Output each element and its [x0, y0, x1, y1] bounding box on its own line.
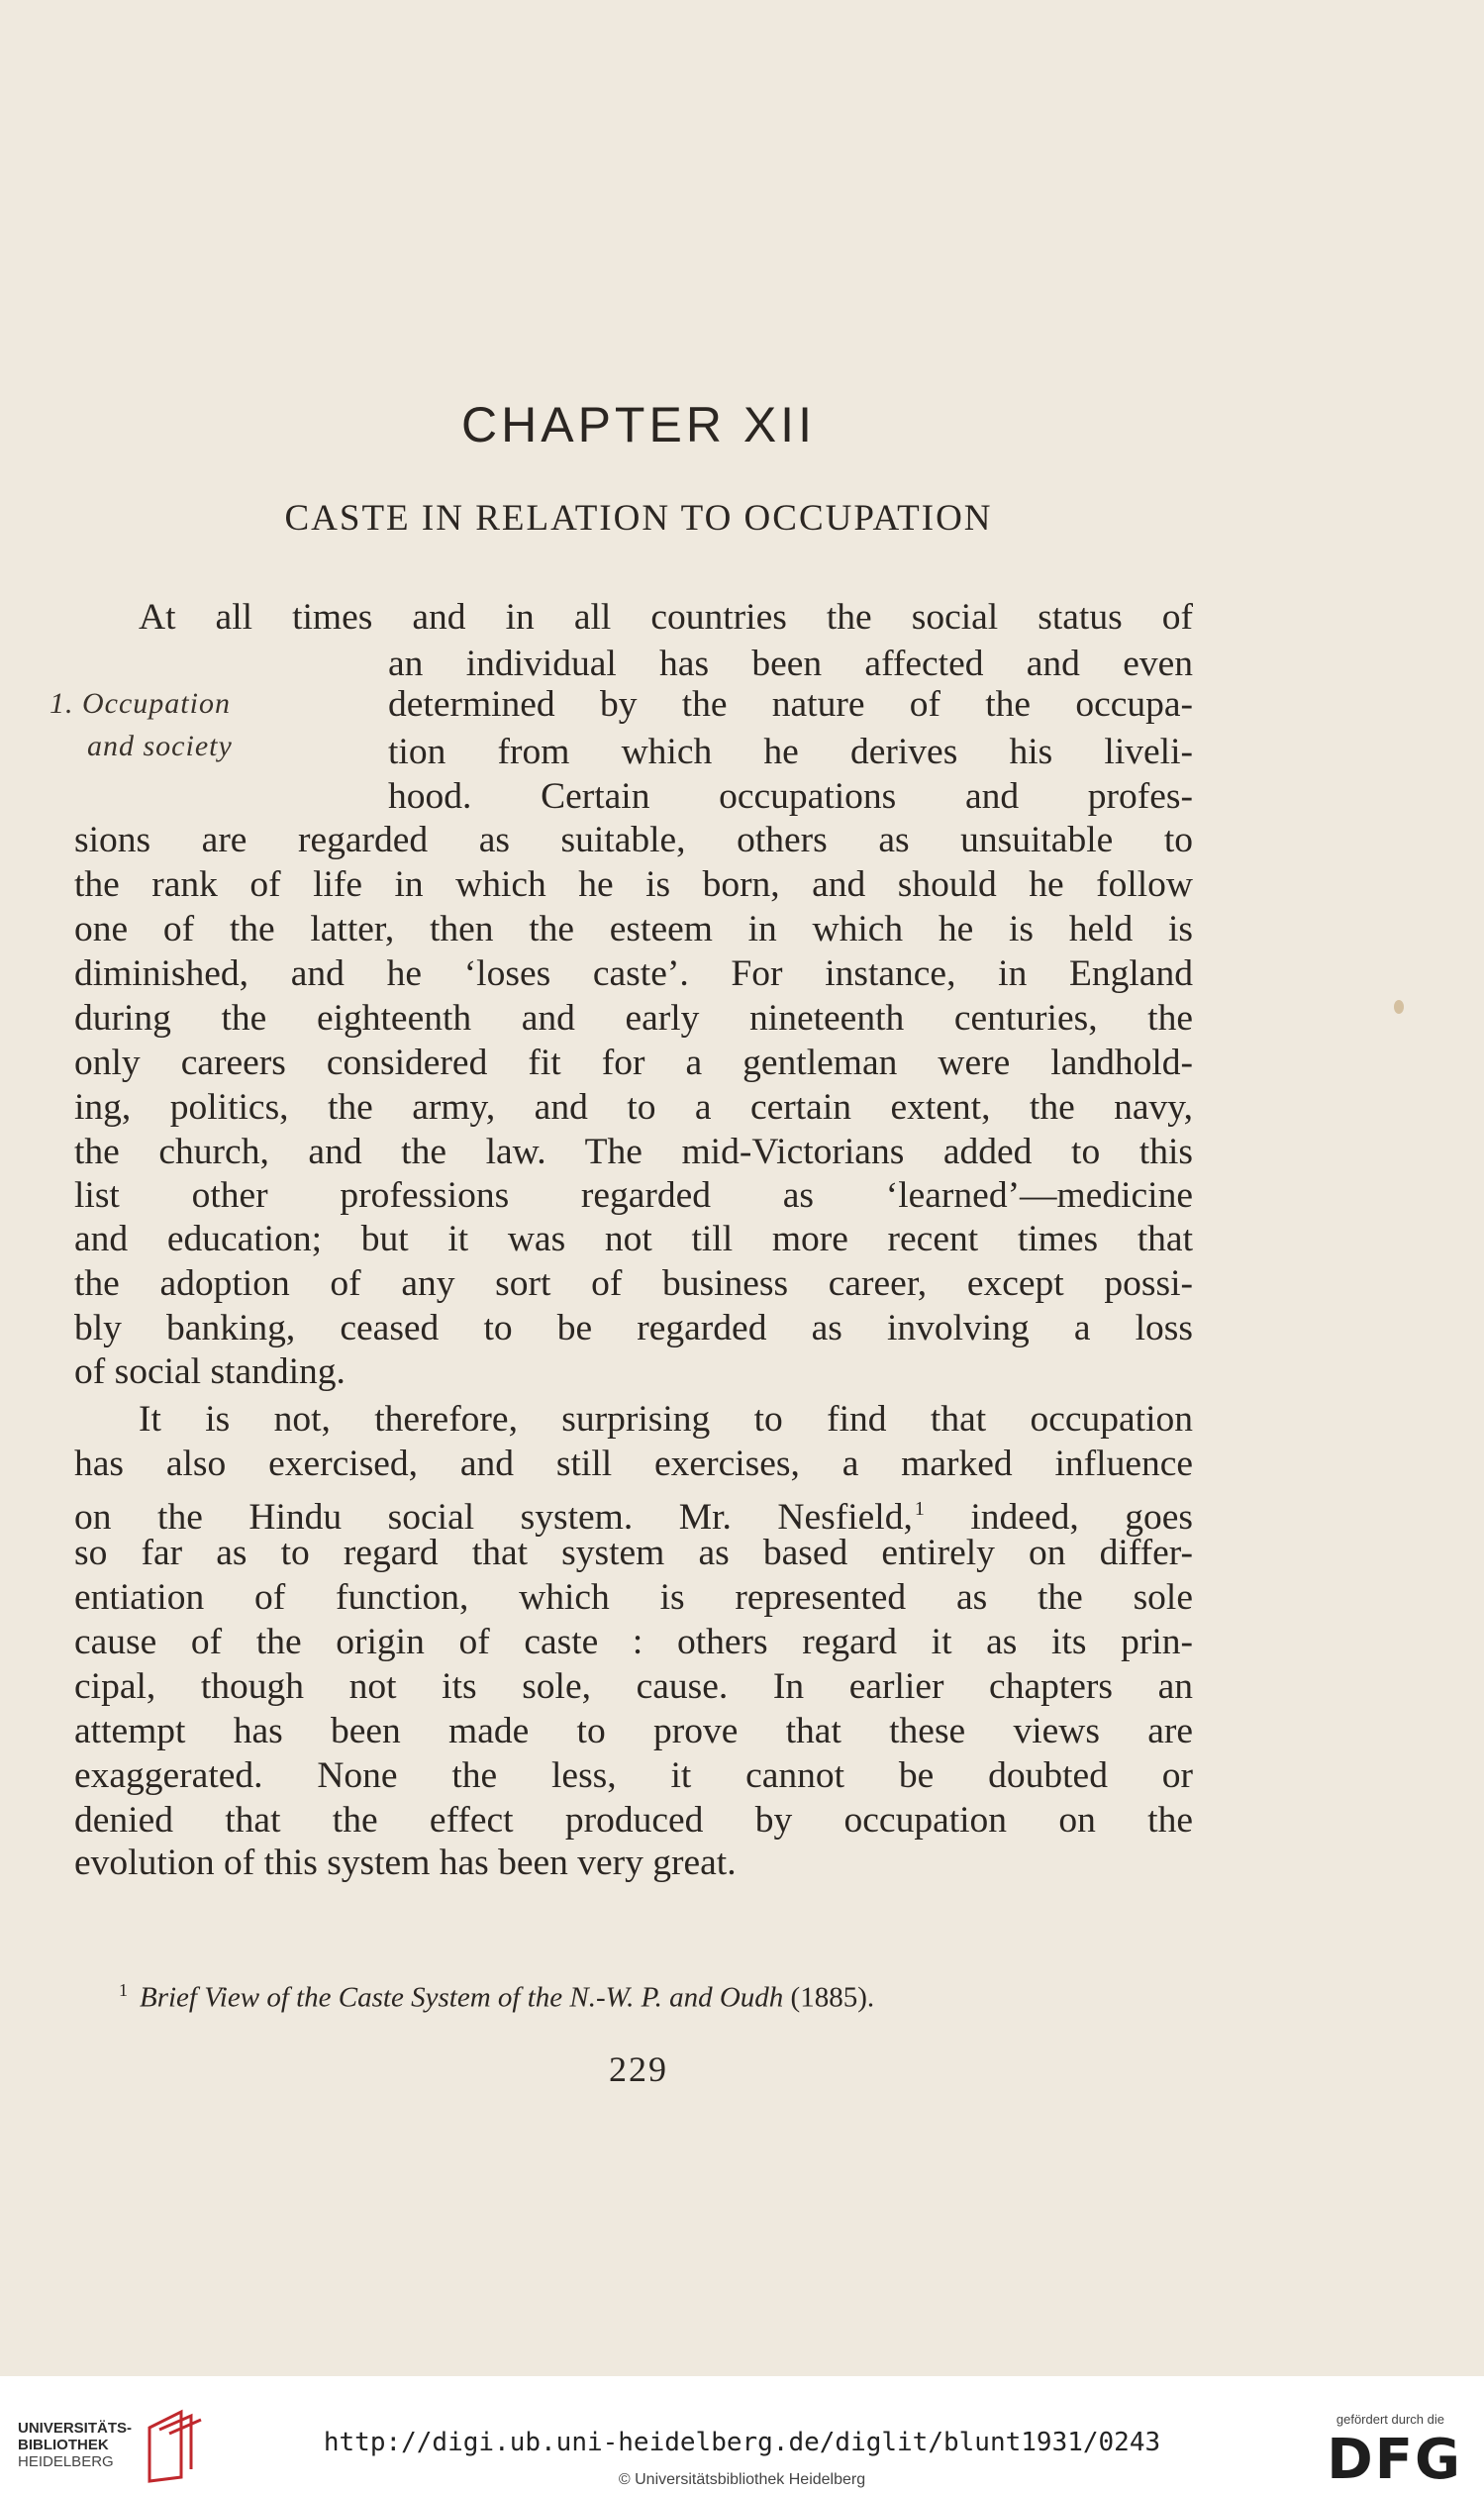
- body-line: an individual has been affected and even: [388, 644, 1193, 684]
- body-text: indeed, goes: [924, 1497, 1193, 1538]
- body-line: diminished, and he ‘loses caste’. For instance, in England: [74, 953, 1193, 994]
- body-text: on the Hindu social system. Mr. Nesfield,: [74, 1497, 913, 1538]
- chapter-subtitle: CASTE IN RELATION TO OCCUPATION: [284, 498, 993, 539]
- footnote: [119, 1980, 874, 2015]
- body-line: only careers considered fit for a gentleman were landhold-: [74, 1043, 1193, 1083]
- body-line: sions are regarded as suitable, others as unsuitable to: [74, 820, 1193, 860]
- dfg-logo: DFG: [1327, 2428, 1462, 2492]
- body-line: exaggerated. None the less, it cannot be doubted or: [74, 1755, 1193, 1796]
- body-line: cause of the origin of caste : others regard it as its prin-: [74, 1622, 1193, 1662]
- body-line: entiation of function, which is represented as the sole: [74, 1577, 1193, 1618]
- margin-note-line-1: 1. Occupation: [49, 687, 231, 720]
- body-line: ing, politics, the army, and to a certain extent, the navy,: [74, 1087, 1193, 1128]
- paper-stain: [1394, 1000, 1404, 1014]
- copyright-notice: © Universitätsbibliothek Heidelberg: [618, 2471, 866, 2488]
- library-name-line-3: HEIDELBERG: [18, 2453, 114, 2470]
- digitization-footer: [0, 2376, 1484, 2493]
- body-line: cipal, though not its sole, cause. In earlier chapters an: [74, 1666, 1193, 1707]
- footnote-year: (1885).: [790, 1981, 875, 2014]
- body-line: the rank of life in which he is born, and should he follow: [74, 864, 1193, 905]
- body-line: the adoption of any sort of business career, except possi-: [74, 1263, 1193, 1304]
- body-line: so far as to regard that system as based entirely on differ-: [74, 1533, 1193, 1573]
- footnote-reference: 1: [914, 1498, 925, 1520]
- body-line: bly banking, ceased to be regarded as involving a loss: [74, 1308, 1193, 1348]
- body-line: hood. Certain occupations and profes-: [388, 776, 1193, 817]
- body-line: evolution of this system has been very great.: [74, 1843, 737, 1883]
- footnote-mark: 1: [119, 1980, 128, 2000]
- footnote-text: Brief View of the Caste System of the N.-W. P. and Oudh: [140, 1981, 784, 2014]
- body-line: during the eighteenth and early nineteenth centuries, the: [74, 998, 1193, 1039]
- library-name-line-1: UNIVERSITÄTS-: [18, 2420, 133, 2437]
- body-line: At all times and in all countries the social status of: [139, 597, 1193, 638]
- body-line: denied that the effect produced by occupation on the: [74, 1800, 1193, 1841]
- body-line: It is not, therefore, surprising to find that occupation: [139, 1399, 1193, 1440]
- funding-label: gefördert durch die: [1336, 2412, 1444, 2427]
- body-line: tion from which he derives his liveli-: [388, 732, 1193, 772]
- page-number: 229: [609, 2049, 668, 2089]
- body-line: the church, and the law. The mid-Victorians added to this: [74, 1132, 1193, 1172]
- body-line: one of the latter, then the esteem in which he is held is: [74, 909, 1193, 949]
- body-line: has also exercised, and still exercises, a marked influence: [74, 1444, 1193, 1484]
- margin-note-line-2: and society: [87, 730, 233, 762]
- page-url-link[interactable]: http://digi.ub.uni-heidelberg.de/diglit/blunt1931/0243: [323, 2428, 1161, 2457]
- body-line: and education; but it was not till more recent times that: [74, 1219, 1193, 1259]
- body-line: attempt has been made to prove that these views are: [74, 1711, 1193, 1751]
- body-line: of social standing.: [74, 1351, 346, 1392]
- body-line: list other professions regarded as ‘learned’—medicine: [74, 1175, 1193, 1216]
- library-name-line-2: BIBLIOTHEK: [18, 2437, 109, 2453]
- body-line: determined by the nature of the occupa-: [388, 684, 1193, 725]
- chapter-title: CHAPTER XII: [461, 397, 816, 452]
